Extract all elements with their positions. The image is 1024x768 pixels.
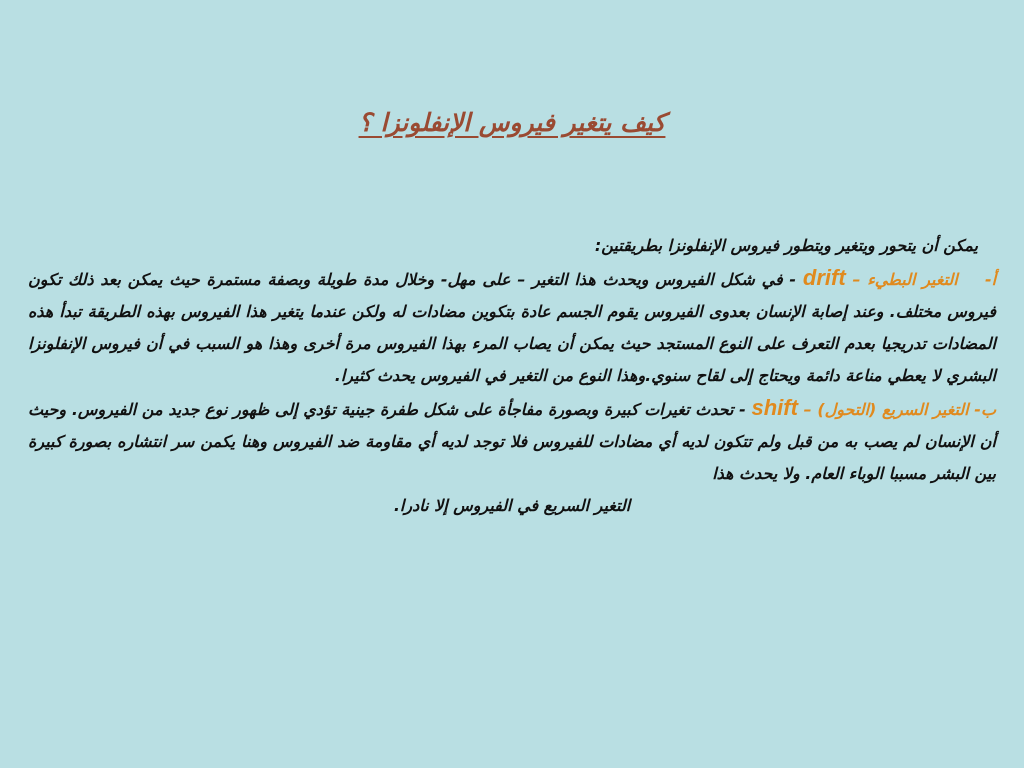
intro-text: يمكن أن يتحور ويتغير ويتطور فيروس الإنفلونزا بطريقتين: (594, 236, 978, 255)
shift-term: shift (751, 395, 798, 420)
drift-term: drift (802, 265, 846, 290)
drift-paragraph (28, 262, 996, 392)
shift-body: - تحدث تغيرات كبيرة وبصورة مفاجأة على شكل طفرة جينية تؤدي إلى ظهور نوع جديد من الفيروس. وحيث أن الإنسان لم يصب به من قبل ولم تتكون لديه أي مضادات للفيروس فلا توجد لديه أي مقاومة ضد الفيروس وهنا يكمن سر انتشاره بصورة كبيرة بين البشر مسببا الوباء العام. ولا يحدث هذا (28, 400, 996, 483)
shift-last-line: التغير السريع في الفيروس إلا نادرا. (393, 496, 631, 515)
shift-marker: ب- (974, 400, 996, 419)
drift-body: - في شكل الفيروس ويحدث هذا التغير – على مهل- وخلال مدة طويلة وبصفة مستمرة حيث يمكن بعد ذلك تكون فيروس مختلف. وعند إصابة الإنسان بعدوى الفيروس يقوم الجسم عادة بتكوين مضادات له ولكن عندما يتغير هذا الفيروس بهذه الطريقة تبدأ هذه المضادات تدريجيا بعدم التعرف على النوع المستجد حيث يمكن أن يصاب المرء بهذا الفيروس مرة أخرى وهذا هو السبب في أن فيروس الإنفلونزا البشري لا يعطي مناعة دائمة ويحتاج إلى لقاح سنوي.وهذا النوع من التغير في الفيروس يحدث كثيرا. (28, 270, 996, 385)
slide-body (28, 230, 996, 522)
shift-paragraph (28, 392, 996, 490)
drift-marker: أ- (984, 270, 997, 289)
slide-title: كيف يتغير فيروس الإنفلونزا ؟ (358, 108, 666, 137)
drift-label: التغير البطيء – (852, 270, 958, 289)
shift-label: التغير السريع (التحول) – (803, 400, 969, 419)
